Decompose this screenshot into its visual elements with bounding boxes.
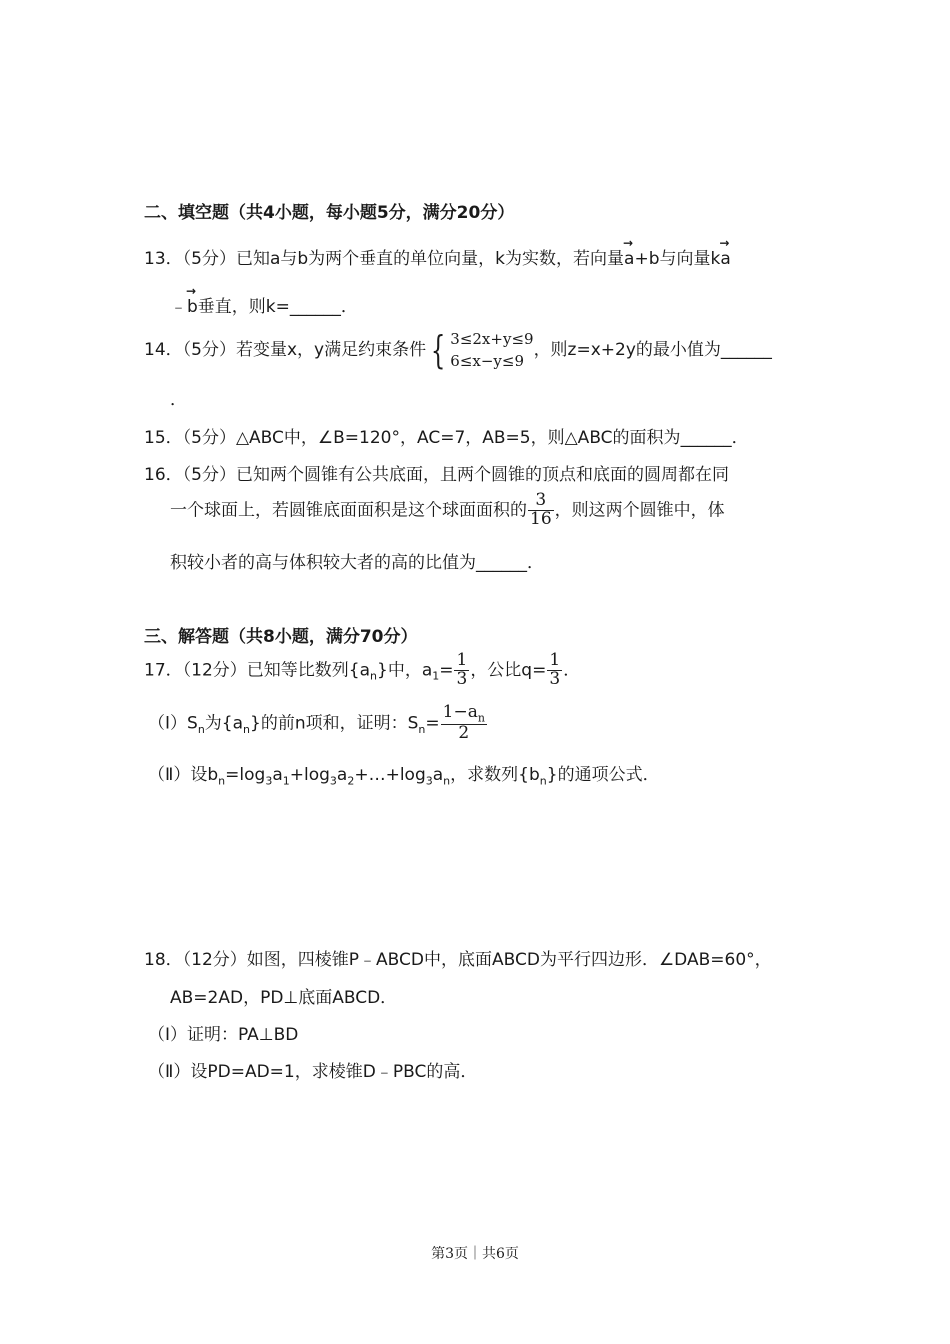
question-text: }的前n项和，证明：S — [250, 713, 419, 734]
fraction-numerator: 1 — [456, 650, 468, 670]
period: ． — [563, 660, 581, 681]
question-number: 15． — [144, 428, 183, 448]
question-text: a — [432, 765, 444, 785]
fraction-numerator: 1 — [549, 650, 561, 670]
question-number: 14． — [144, 340, 183, 360]
question-score: （5分） — [182, 340, 236, 360]
equals-sign: = — [439, 660, 454, 681]
question-15 — [144, 423, 749, 448]
answer-blank: ______ — [680, 428, 732, 448]
question-13 — [144, 244, 731, 269]
question-text: 与向量k — [659, 249, 721, 269]
answer-blank: ______ — [476, 553, 527, 573]
subscript: 1 — [432, 669, 440, 683]
question-number: 18． — [144, 950, 183, 970]
question-text: 设PD=AD=1，求棱锥D﹣PBC的高． — [190, 1062, 478, 1082]
question-text: △ABC中，∠B=120°，AC=7，AB=5，则△ABC的面积为 — [235, 428, 681, 448]
section-title-fill-in: 二、填空题（共4小题，每小题5分，满分20分） — [144, 203, 515, 223]
question-text: ，则z=x+2y的最小值为 — [533, 340, 721, 360]
subscript: 3 — [329, 774, 337, 788]
left-brace: { — [430, 328, 446, 372]
question-text: 为{a — [204, 713, 244, 734]
subscript: n — [197, 722, 205, 736]
constraint-2: 6≤x−y≤9 — [450, 352, 525, 370]
part-label: （Ⅱ） — [148, 765, 191, 785]
question-16-line2 — [170, 492, 725, 529]
question-13-line2 — [170, 292, 358, 317]
fraction-denominator: 3 — [456, 668, 468, 689]
question-14 — [144, 328, 772, 372]
question-text: }的通项公式． — [546, 765, 660, 785]
question-score: （12分） — [182, 950, 247, 970]
subscript: n — [539, 774, 547, 788]
question-text: 设b — [190, 765, 219, 785]
question-text: a — [272, 765, 283, 785]
question-text: 已知等比数列{a — [246, 660, 371, 681]
question-score: （12分） — [182, 660, 247, 681]
question-text: 已知两个圆锥有公共底面，且两个圆锥的顶点和底面的圆周都在同 — [235, 465, 729, 485]
period: ． — [527, 553, 544, 573]
question-text: }中，a — [377, 660, 433, 681]
subscript: 1 — [282, 774, 290, 788]
subscript: 3 — [425, 774, 433, 788]
part-label: （Ⅰ） — [148, 713, 188, 734]
vector-a: → a — [720, 249, 730, 269]
question-text: 若变量x，y满足约束条件 — [235, 340, 427, 360]
subscript: 3 — [265, 774, 273, 788]
minus-sign: ﹣ — [170, 297, 187, 317]
question-16 — [144, 460, 729, 485]
question-text: 垂直，则k= — [197, 297, 290, 317]
part-label: （Ⅱ） — [148, 1062, 191, 1082]
question-text: 证明：PA⊥BD — [187, 1025, 299, 1045]
subscript: 2 — [347, 774, 355, 788]
question-number: 13． — [144, 249, 183, 269]
question-17 — [144, 652, 580, 689]
section-title-answer: 三、解答题（共8小题，满分70分） — [144, 627, 418, 647]
question-17-part2 — [148, 760, 660, 787]
fraction-1-3 — [547, 652, 562, 689]
fraction-denominator: 16 — [530, 508, 552, 529]
fraction-numerator: $1-a_n$ — [442, 702, 485, 725]
question-text: 积较小者的高与体积较大者的高的比值为 — [170, 553, 476, 573]
question-18-part2 — [148, 1057, 477, 1082]
question-17-part1 — [148, 704, 488, 743]
vector-sum: → a+b — [624, 249, 659, 269]
question-text: S — [187, 713, 198, 734]
question-text: ，求数列{b — [450, 765, 540, 785]
question-score: （5分） — [182, 249, 236, 269]
period: ． — [731, 428, 749, 448]
question-text: 一个球面上，若圆锥底面面积是这个球面面积的 — [170, 500, 527, 521]
answer-blank: ______ — [289, 297, 341, 317]
subscript: n — [243, 722, 251, 736]
vector-b: → b — [187, 297, 198, 317]
subscript: n — [443, 774, 451, 788]
constraint-system — [426, 328, 533, 372]
period: ． — [340, 297, 358, 317]
question-text: ，则这两个圆锥中，体 — [554, 500, 725, 521]
equals-sign: = — [425, 713, 440, 734]
page-footer: 第3页｜共6页 — [431, 1246, 519, 1262]
fraction-sum-formula — [441, 704, 487, 743]
answer-blank: ______ — [720, 340, 772, 360]
subscript: n — [418, 722, 426, 736]
question-score: （5分） — [182, 465, 236, 485]
question-score: （5分） — [182, 428, 236, 448]
fraction-denominator: 2 — [458, 722, 470, 743]
question-text: =log — [225, 765, 266, 785]
question-text: +log — [289, 765, 330, 785]
question-number: 17． — [144, 660, 183, 681]
fraction-1-3 — [454, 652, 469, 689]
question-text: 如图，四棱锥P﹣ABCD中，底面ABCD为平行四边形．∠DAB=60°， — [246, 950, 772, 970]
question-text: ，公比q= — [470, 660, 547, 681]
question-number: 16． — [144, 465, 183, 485]
fraction-numerator: 3 — [528, 492, 554, 511]
subscript: n — [218, 774, 226, 788]
part-label: （Ⅰ） — [148, 1025, 188, 1045]
question-18-line2: AB=2AD，PD⊥底面ABCD． — [170, 988, 398, 1008]
subscript: n — [370, 669, 377, 683]
question-18-part1 — [148, 1020, 298, 1045]
constraint-1: 3≤2x+y≤9 — [450, 330, 534, 348]
question-text: +…+log — [354, 765, 426, 785]
subscript: n — [477, 711, 485, 725]
question-16-line3 — [170, 548, 544, 573]
question-18 — [144, 945, 772, 970]
fraction-3-16 — [528, 492, 554, 529]
question-14-end: ． — [170, 390, 187, 410]
fraction-denominator: 3 — [549, 668, 561, 689]
question-text: 已知a与b为两个垂直的单位向量，k为实数，若向量 — [235, 249, 625, 269]
question-text: a — [336, 765, 348, 785]
